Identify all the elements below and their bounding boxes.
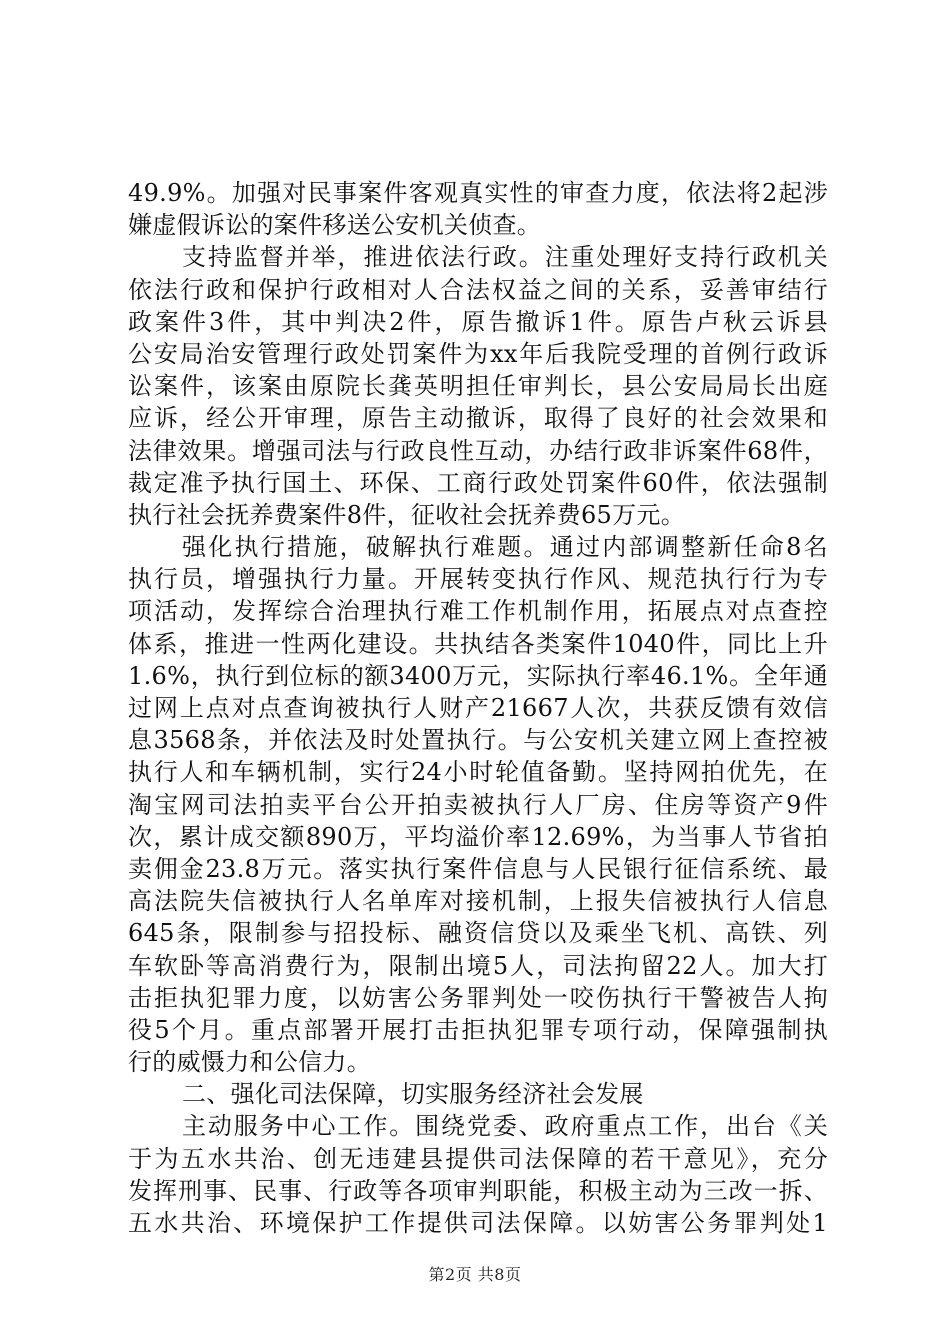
text-line: 击拒执犯罪力度，以妨害公务罪判处一咬伤执行干警被告人拘 — [128, 983, 828, 1012]
text-line: 裁定准予执行国土、环保、工商行政处罚案件60件，依法强制 — [128, 468, 828, 497]
text-line: 于为五水共治、创无违建县提供司法保障的若干意见》，充分 — [128, 1144, 828, 1173]
text-line: 五水共治、环境保护工作提供司法保障。以妨害公务罪判处1 — [128, 1209, 828, 1237]
text-line: 公安局治安管理行政处罚案件为xx年后我院受理的首例行政诉 — [128, 339, 828, 368]
text-line: 讼案件，该案由原院长龚英明担任审判长，县公安局局长出庭 — [128, 372, 828, 401]
text-line: 645条，限制参与招投标、融资信贷以及乘坐飞机、高铁、列 — [128, 919, 828, 948]
text-line: 淘宝网司法拍卖平台公开拍卖被执行人厂房、住房等资产9件 — [128, 790, 828, 819]
text-line: 息3568条，并依法及时处置执行。与公安机关建立网上查控被 — [128, 726, 828, 755]
document-body — [128, 177, 828, 1239]
text-line: 役5个月。重点部署开展打击拒执犯罪专项行动，保障强制执 — [128, 1015, 828, 1044]
text-line: 执行员，增强执行力量。开展转变执行作风、规范执行行为专 — [128, 565, 828, 594]
text-line: 嫌虚假诉讼的案件移送公安机关侦查。 — [128, 211, 542, 240]
text-line: 主动服务中心工作。围绕党委、政府重点工作，出台《关 — [182, 1112, 828, 1141]
text-line: 二、强化司法保障，切实服务经济社会发展 — [182, 1080, 644, 1109]
text-line: 高法院失信被执行人名单库对接机制，上报失信被执行人信息 — [128, 887, 828, 916]
text-line: 执行人和车辆机制，实行24小时轮值备勤。坚持网拍优先，在 — [128, 758, 828, 787]
text-line: 支持监督并举，推进依法行政。注重处理好支持行政机关 — [182, 243, 828, 272]
text-line: 次，累计成交额890万，平均溢价率12.69%，为当事人节省拍 — [128, 822, 828, 851]
text-line: 卖佣金23.8万元。落实执行案件信息与人民银行征信系统、最 — [128, 854, 828, 883]
text-line: 行的威慑力和公信力。 — [128, 1048, 371, 1077]
text-line: 依法行政和保护行政相对人合法权益之间的关系，妥善审结行 — [128, 275, 828, 304]
text-line: 过网上点对点查询被执行人财产21667人次，共获反馈有效信 — [128, 694, 828, 722]
text-line: 项活动，发挥综合治理执行难工作机制作用，拓展点对点查控 — [128, 597, 828, 626]
text-line: 政案件3件，其中判决2件，原告撤诉1件。原告卢秋云诉县 — [128, 307, 828, 336]
text-line: 49.9%。加强对民事案件客观真实性的审查力度，依法将2起涉 — [128, 179, 828, 207]
text-line: 强化执行措施，破解执行难题。通过内部调整新任命8名 — [182, 533, 828, 562]
text-line: 应诉，经公开审理，原告主动撤诉，取得了良好的社会效果和 — [128, 404, 828, 433]
page-footer: 第2页 共8页 — [428, 1265, 522, 1284]
text-line: 发挥刑事、民事、行政等各项审判职能，积极主动为三改一拆、 — [128, 1176, 828, 1205]
text-line: 法律效果。增强司法与行政良性互动，办结行政非诉案件68件， — [128, 436, 828, 465]
text-line: 体系，推进一性两化建设。共执结各类案件1040件，同比上升 — [128, 629, 828, 658]
text-line: 车软卧等高消费行为，限制出境5人，司法拘留22人。加大打 — [128, 951, 828, 980]
text-line: 1.6%，执行到位标的额3400万元，实际执行率46.1%。全年通 — [128, 661, 828, 690]
text-line: 执行社会抚养费案件8件，征收社会抚养费65万元。 — [128, 500, 686, 529]
